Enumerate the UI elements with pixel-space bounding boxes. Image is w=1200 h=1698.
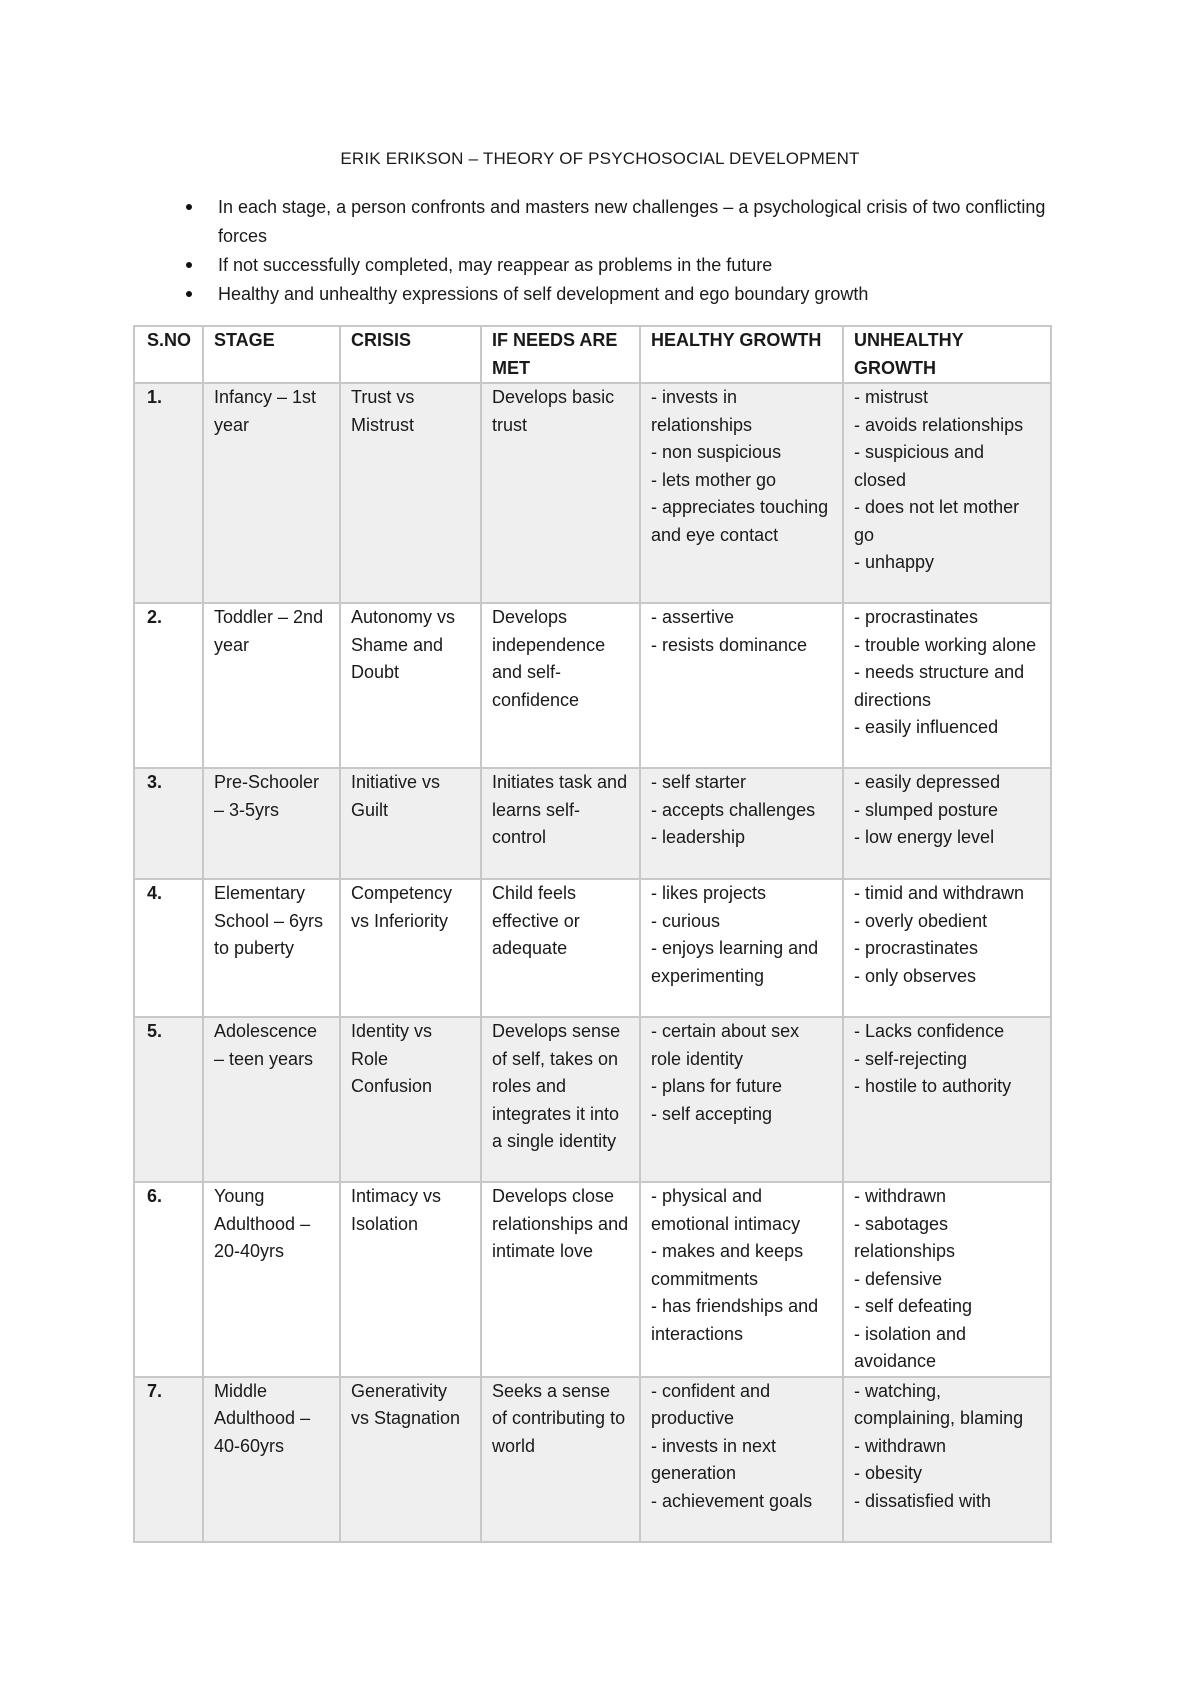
cell-sno: 6. <box>134 1182 203 1377</box>
psychosocial-stages-table <box>133 325 1052 1543</box>
bullet-item: If not successfully completed, may reappear as problems in the future <box>178 251 1058 280</box>
cell-unhealthy-growth-item: - overly obedient <box>854 910 988 931</box>
page-title: ERIK ERIKSON – THEORY OF PSYCHOSOCIAL DEVELOPMENT <box>340 149 860 168</box>
header-needs-met: IF NEEDS ARE MET <box>481 326 640 383</box>
cell-healthy-growth <box>640 879 843 1017</box>
cell-unhealthy-growth-item: - timid and withdrawn <box>854 883 1025 903</box>
cell-needs-met: Develops close relationships and intimate love <box>481 1182 640 1377</box>
cell-unhealthy-growth-item: - self defeating <box>854 1296 973 1316</box>
cell-stage: Pre-Schooler – 3-5yrs <box>203 768 340 879</box>
cell-healthy-growth <box>640 1377 843 1542</box>
bullet-item: Healthy and unhealthy expressions of self development and ego boundary growth <box>178 280 1058 309</box>
cell-unhealthy-growth <box>843 879 1051 1017</box>
table-row <box>134 1182 1051 1377</box>
cell-healthy-growth-item: - certain about sex role identity <box>651 1021 800 1069</box>
cell-needs-met: Develops sense of self, takes on roles and integrates it into a single identity <box>481 1017 640 1182</box>
cell-healthy-growth-item: - invests in next generation <box>651 1435 777 1483</box>
cell-healthy-growth-item: - confident and productive <box>651 1380 771 1428</box>
cell-healthy-growth-item: - accepts challenges <box>651 799 816 820</box>
cell-needs-met: Develops basic trust <box>481 383 640 603</box>
cell-healthy-growth-item: - likes projects <box>651 883 767 903</box>
cell-unhealthy-growth-item: - avoids relationships <box>854 414 1024 435</box>
cell-unhealthy-growth-item: - defensive <box>854 1268 943 1289</box>
cell-healthy-growth-item: - plans for future <box>651 1076 783 1096</box>
intro-bullet-list <box>178 193 1058 309</box>
cell-healthy-growth-item: - invests in relationships <box>651 387 753 435</box>
cell-healthy-growth-item: - self starter <box>651 772 747 792</box>
cell-unhealthy-growth-item: - procrastinates <box>854 938 979 958</box>
cell-sno: 5. <box>134 1017 203 1182</box>
table-row <box>134 879 1051 1017</box>
cell-stage: Young Adulthood – 20-40yrs <box>203 1182 340 1377</box>
header-unhealthy-growth: UNHEALTHY GROWTH <box>843 326 1051 383</box>
cell-healthy-growth-item: - assertive <box>651 607 735 627</box>
cell-healthy-growth-item: - makes and keeps commitments <box>651 1241 804 1289</box>
table-header-row <box>134 326 1051 383</box>
cell-healthy-growth-item: - physical and emotional intimacy <box>651 1186 801 1234</box>
cell-unhealthy-growth-item: - procrastinates <box>854 607 979 627</box>
cell-unhealthy-growth-item: - Lacks confidence <box>854 1021 1005 1041</box>
cell-stage: Infancy – 1st year <box>203 383 340 603</box>
cell-unhealthy-growth <box>843 1182 1051 1377</box>
table-row <box>134 768 1051 879</box>
cell-crisis: Generativity vs Stagnation <box>340 1377 481 1542</box>
cell-unhealthy-growth-item: - withdrawn <box>854 1435 947 1456</box>
cell-unhealthy-growth-item: - watching, complaining, blaming <box>854 1380 1024 1428</box>
cell-unhealthy-growth-item: - self-rejecting <box>854 1048 968 1069</box>
cell-crisis: Initiative vs Guilt <box>340 768 481 879</box>
cell-needs-met: Initiates task and learns self-control <box>481 768 640 879</box>
cell-unhealthy-growth-item: - does not let mother go <box>854 497 1020 545</box>
cell-crisis: Intimacy vs Isolation <box>340 1182 481 1377</box>
cell-healthy-growth-item: - appreciates touching and eye contact <box>651 497 829 545</box>
cell-healthy-growth-item: - enjoys learning and experimenting <box>651 938 819 986</box>
table-row <box>134 383 1051 603</box>
cell-unhealthy-growth <box>843 1017 1051 1182</box>
cell-healthy-growth-item: - leadership <box>651 827 746 847</box>
cell-healthy-growth-item: - achievement goals <box>651 1490 813 1511</box>
cell-unhealthy-growth-item: - trouble working alone <box>854 634 1037 655</box>
header-sno: S.NO <box>134 326 203 383</box>
cell-sno: 3. <box>134 768 203 879</box>
cell-unhealthy-growth <box>843 1377 1051 1542</box>
cell-crisis: Identity vs Role Confusion <box>340 1017 481 1182</box>
cell-sno: 7. <box>134 1377 203 1542</box>
cell-unhealthy-growth <box>843 603 1051 768</box>
cell-crisis: Competency vs Inferiority <box>340 879 481 1017</box>
cell-unhealthy-growth-item: - only observes <box>854 965 977 986</box>
table-body <box>134 383 1051 1542</box>
cell-unhealthy-growth-item: - easily influenced <box>854 717 999 737</box>
cell-healthy-growth-item: - self accepting <box>651 1103 773 1124</box>
header-crisis: CRISIS <box>340 326 481 383</box>
cell-unhealthy-growth-item: - withdrawn <box>854 1186 947 1206</box>
cell-unhealthy-growth-item: - dissatisfied with <box>854 1490 992 1511</box>
cell-unhealthy-growth-item: - hostile to authority <box>854 1076 1012 1096</box>
cell-unhealthy-growth <box>843 768 1051 879</box>
cell-unhealthy-growth <box>843 383 1051 603</box>
cell-healthy-growth <box>640 383 843 603</box>
cell-needs-met: Seeks a sense of contributing to world <box>481 1377 640 1542</box>
cell-healthy-growth-item: - resists dominance <box>651 634 808 655</box>
cell-sno: 1. <box>134 383 203 603</box>
cell-stage: Adolescence – teen years <box>203 1017 340 1182</box>
cell-healthy-growth <box>640 768 843 879</box>
header-stage: STAGE <box>203 326 340 383</box>
cell-unhealthy-growth-item: - isolation and avoidance <box>854 1323 967 1371</box>
cell-healthy-growth <box>640 1017 843 1182</box>
table-row <box>134 603 1051 768</box>
cell-stage: Middle Adulthood – 40-60yrs <box>203 1377 340 1542</box>
cell-crisis: Trust vs Mistrust <box>340 383 481 603</box>
header-healthy-growth: HEALTHY GROWTH <box>640 326 843 383</box>
cell-unhealthy-growth-item: - obesity <box>854 1463 923 1483</box>
cell-sno: 4. <box>134 879 203 1017</box>
cell-unhealthy-growth-item: - unhappy <box>854 552 935 572</box>
cell-unhealthy-growth-item: - slumped posture <box>854 799 999 820</box>
cell-healthy-growth-item: - has friendships and interactions <box>651 1296 819 1344</box>
cell-unhealthy-growth-item: - suspicious and closed <box>854 442 985 490</box>
cell-unhealthy-growth-item: - sabotages relationships <box>854 1213 956 1261</box>
cell-unhealthy-growth-item: - easily depressed <box>854 772 1001 792</box>
cell-healthy-growth <box>640 603 843 768</box>
cell-unhealthy-growth-item: - low energy level <box>854 827 995 847</box>
table-row <box>134 1017 1051 1182</box>
cell-stage: Toddler – 2nd year <box>203 603 340 768</box>
bullet-item: In each stage, a person confronts and masters new challenges – a psychological crisis of two conflicting forces <box>178 193 1058 251</box>
cell-healthy-growth <box>640 1182 843 1377</box>
cell-crisis: Autonomy vs Shame and Doubt <box>340 603 481 768</box>
cell-healthy-growth-item: - curious <box>651 910 721 931</box>
cell-unhealthy-growth-item: - needs structure and directions <box>854 662 1025 710</box>
cell-healthy-growth-item: - lets mother go <box>651 469 777 490</box>
cell-unhealthy-growth-item: - mistrust <box>854 387 928 407</box>
cell-needs-met: Develops independence and self-confidence <box>481 603 640 768</box>
table-row <box>134 1377 1051 1542</box>
cell-healthy-growth-item: - non suspicious <box>651 442 782 462</box>
cell-stage: Elementary School – 6yrs to puberty <box>203 879 340 1017</box>
cell-needs-met: Child feels effective or adequate <box>481 879 640 1017</box>
cell-sno: 2. <box>134 603 203 768</box>
